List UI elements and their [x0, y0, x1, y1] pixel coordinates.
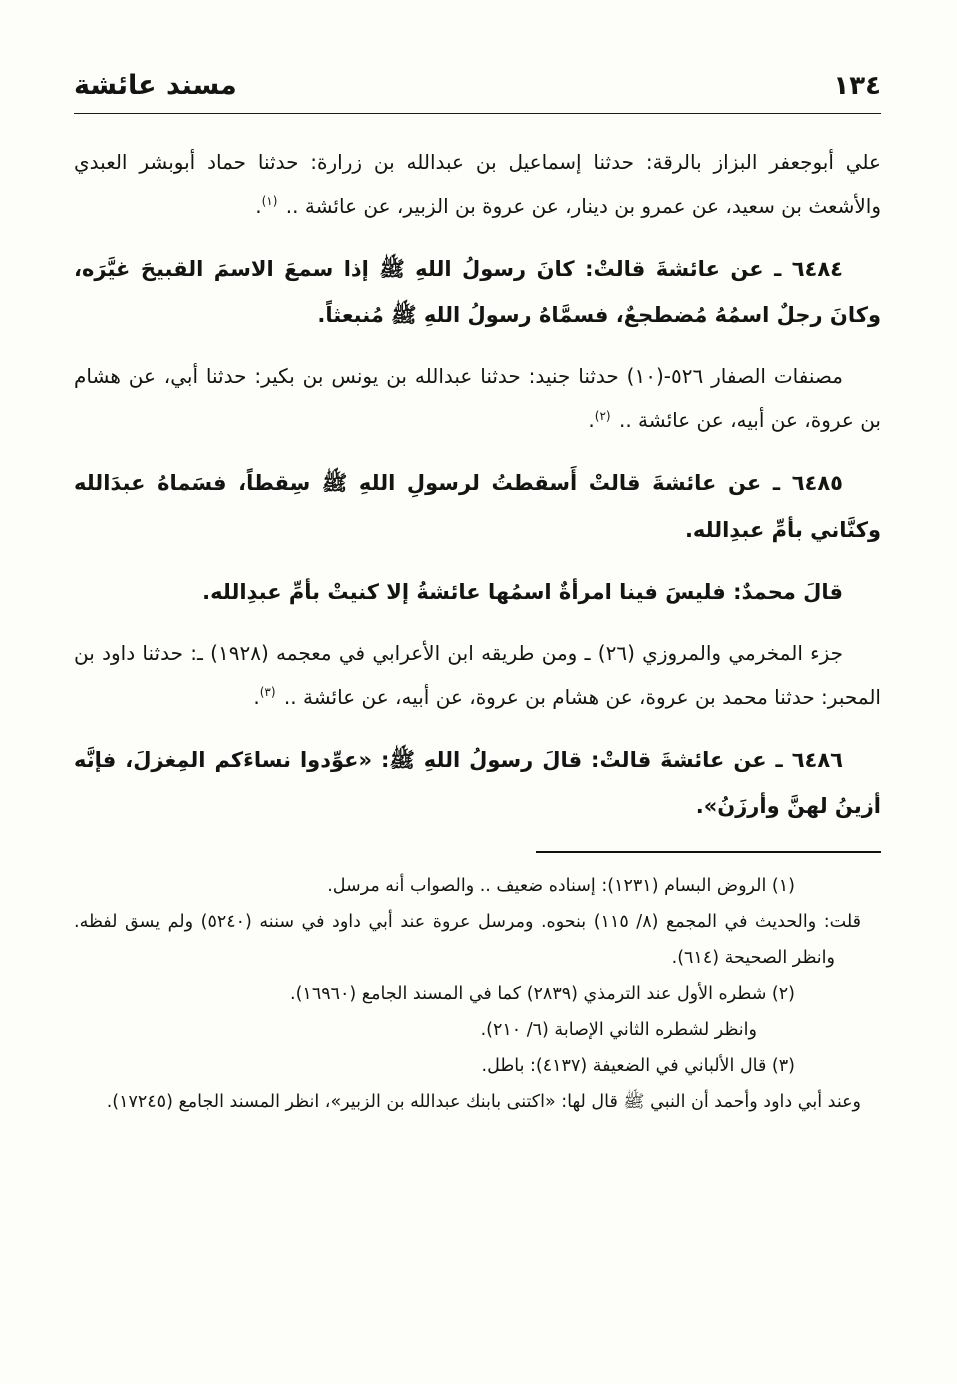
footnote-line: (٢) شطره الأول عند الترمذي (٢٨٣٩) كما في المسند الجامع (١٦٩٦٠).	[290, 983, 795, 1004]
hadith-6484	[74, 246, 881, 338]
footnote-line: وعند أبي داود وأحمد أن النبي ﷺ قال لها: «اكتنى بابنك عبدالله بن الزبير»، انظر المسند الجامع (١٧٢٤٥).	[106, 1091, 861, 1112]
footnote-ref-3: (٣)	[259, 685, 276, 700]
paragraph-isnad-3	[74, 631, 881, 719]
page-header	[74, 70, 881, 113]
footnote-line: وانظر لشطره الثاني الإصابة (٦/ ٢١٠).	[480, 1019, 757, 1040]
footnote-line: قلت: والحديث في المجمع (٨/ ١١٥) بنحوه. ومرسل عروة عند أبي داود في سننه (٥٢٤٠) ولم يسق لفظه. وانظر الصحيحة (٦١٤).	[74, 912, 861, 969]
hadith-text: ٦٤٨٤ ـ عن عائشةَ قالتْ: كانَ رسولُ اللهِ ﷺ إذا سمعَ الاسمَ القبيحَ غيَّرَه، وكانَ رجلٌ اسمُهُ مُضطجعٌ، فسمَّاهُ رسولُ اللهِ ﷺ مُنبعثاً.	[74, 257, 881, 328]
header-divider	[74, 113, 881, 114]
hadith-text: ٦٤٨٥ ـ عن عائشةَ قالتْ أَسقطتُ لرسولِ اللهِ ﷺ سِقطاً، فسَماهُ عبدَالله وكنَّاني بأمِّ عبدِالله.	[74, 471, 881, 542]
footnote-separator	[536, 851, 881, 853]
hadith-6485-comment	[74, 569, 881, 615]
paragraph-isnad-2	[74, 354, 881, 442]
footnotes	[74, 869, 881, 1120]
footnote-ref-2: (٢)	[594, 408, 611, 423]
footnote-line: (١) الروض البسام (١٢٣١): إسناده ضعيف .. والصواب أنه مرسل.	[327, 876, 795, 897]
hadith-6485	[74, 460, 881, 552]
paragraph-text: مصنفات الصفار ٥٢٦-(١٠) حدثنا جنيد: حدثنا عبدالله بن يونس بن بكير: حدثنا أبي، عن هشام بن عروة، عن أبيه، عن عائشة ..	[74, 364, 881, 433]
paragraph-tail: .	[255, 194, 262, 218]
paragraph-tail: .	[253, 684, 260, 709]
hadith-text: قالَ محمدٌ: فليسَ فينا امرأةٌ اسمُها عائشةُ إلا كنيتْ بأمِّ عبدِالله.	[202, 579, 843, 604]
page-title: مسند عائشة	[74, 70, 237, 101]
paragraph-text: علي أبوجعفر البزاز بالرقة: حدثنا إسماعيل بن عبدالله بن زرارة: حدثنا حماد أبوبشر العبدي والأشعث بن سعيد، عن عمرو بن دينار، عن عروة بن الزبير، عن عائشة ..	[74, 150, 881, 218]
paragraph-text: جزء المخرمي والمروزي (٢٦) ـ ومن طريقه ابن الأعرابي في معجمه (١٩٢٨) ـ: حدثنا داود بن المحبر: حدثنا محمد بن عروة، عن هشام بن عروة، عن أبيه، عن عائشة ..	[74, 640, 881, 709]
footnote-line: (٣) قال الألباني في الضعيفة (٤١٣٧): باطل.	[481, 1055, 795, 1076]
paragraph-tail: .	[588, 408, 595, 433]
body-text	[74, 140, 881, 829]
footnote-ref-1: (١)	[261, 194, 278, 209]
page-number: ١٣٤	[833, 71, 881, 101]
paragraph-isnad-1	[74, 140, 881, 228]
hadith-6486	[74, 737, 881, 829]
hadith-text: ٦٤٨٦ ـ عن عائشةَ قالتْ: قالَ رسولُ اللهِ ﷺ: «عوِّدوا نساءَكم المِغزلَ، فإنَّه أزينُ لهنَّ وأرزَنُ».	[74, 747, 881, 819]
